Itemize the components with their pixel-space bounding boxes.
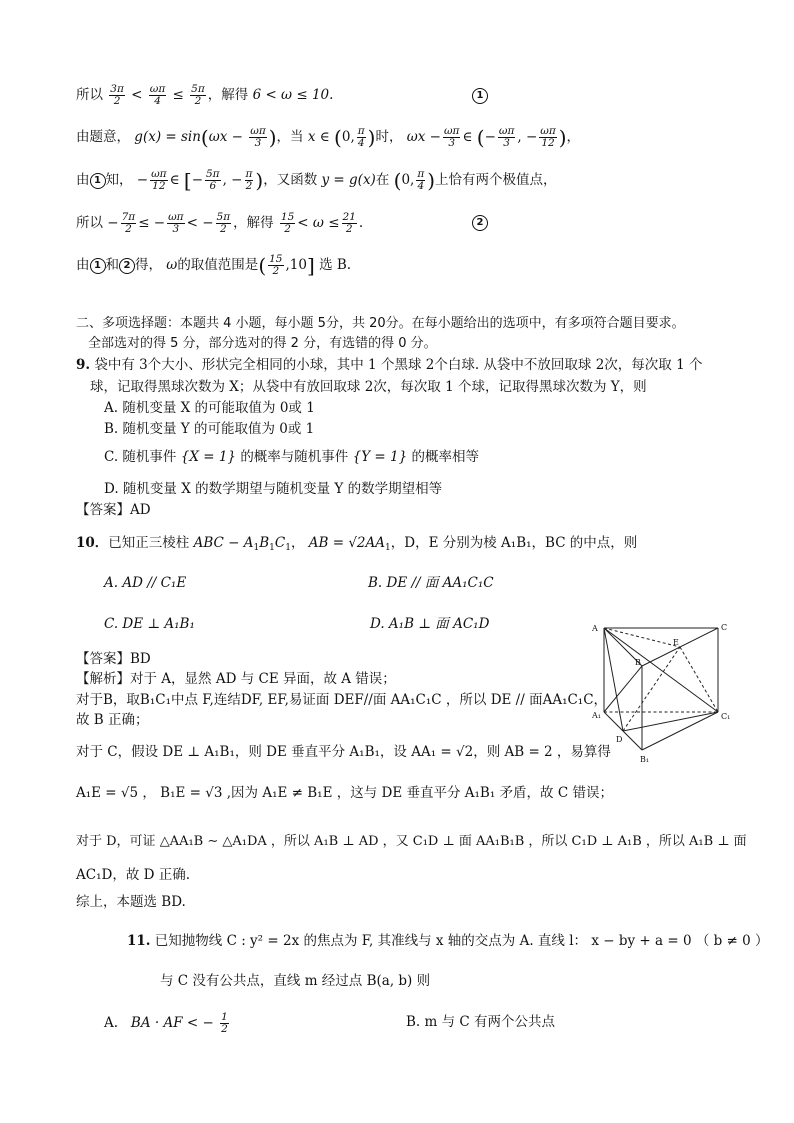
seg-A1B <box>604 666 642 712</box>
prism-figure <box>590 622 750 770</box>
q10-option-c: C. DE ⊥ A₁B₁ <box>104 616 195 632</box>
q10-option-a: A. AD // C₁E <box>104 575 187 591</box>
seg-AE <box>604 628 680 647</box>
q10-stem: 10．已知正三棱柱 ABC − $A_1B_1C_1$， AB = $√2AA_1$，D，E 分别为棱 A₁B₁，BC 的中点，则 <box>76 535 638 553</box>
q10-analysis-8: 综上，本题选 BD. <box>76 894 186 910</box>
q11-stem-2: 与 C 没有公共点，直线 m 经过点 B(a, b) 则 <box>160 973 431 989</box>
q11-option-a: A. BA · AF < − $\frac{1}{2}$ <box>104 1011 228 1035</box>
solution-line-5: 由 1 和 2 得， ω的取值范围是( $\frac{15}{2}$ ,10] 选 B. <box>76 253 352 278</box>
seg-AC1 <box>604 628 718 712</box>
section-heading-line-2: 全部选对的得 5 分，部分选对的得 2 分，有选错的得 0 分。 <box>88 336 437 351</box>
q10-analysis-3: 故 B 正确； <box>76 712 149 728</box>
label-A1: A₁ <box>592 711 601 720</box>
solution-line-1: 所以 $\frac{3\pi}{2}$ < $\frac{\omega\pi}{4}$ ≤ $\frac{5\pi}{2}$ ，解得 6 < ω ≤ 10. <box>76 83 334 107</box>
solution-line-4: 所以 − $\frac{7\pi}{2}$ ≤ − $\frac{\omega\pi}{3}$ < − $\frac{5\pi}{2}$ ，解得 $\frac{15}{2}$ < ω ≤ $\frac{21}{2}$ . <box>76 211 364 235</box>
q9-option-b: B. 随机变量 Y 的可能取值为 0或 1 <box>104 421 315 437</box>
seg-DE <box>623 647 680 731</box>
section-heading-line-1: 二、多项选择题：本题共 4 小题，每小题 5分，共 20分。在每小题给出的选项中，有多项符合题目要求。 <box>76 316 685 331</box>
label-B: B <box>635 658 641 667</box>
q9-option-a: A. 随机变量 X 的可能取值为 0或 1 <box>104 400 315 416</box>
q10-answer: 【答案】BD <box>76 651 151 667</box>
q9-stem-1: 9. 袋中有 3个大小、形状完全相同的小球，其中 1 个黑球 2个白球. 从袋中不放回取球 2次，每次取 1 个 <box>76 357 703 373</box>
label-C1: C₁ <box>721 712 731 721</box>
solution-line-3: 由 1 知， − $\frac{\omega\pi}{12}$ ∈ [− $\frac{5\pi}{6}$ , − $\frac{\pi}{2}$ )，又函数 y = g(x)在 (0, $\frac{\pi}{4}$ )上恰有两个极值点， <box>76 168 557 193</box>
q11-stem-1: 11. 已知抛物线 C : y² = 2x 的焦点为 F, 其准线与 x 轴的交点为 A. 直线 l： x − by + a = 0 （ b ≠ 0 ） <box>127 933 769 949</box>
label-B1: B₁ <box>640 755 650 764</box>
label-C: C <box>721 623 728 632</box>
q10-analysis-7: AC₁D，故 D 正确. <box>76 867 191 883</box>
q10-analysis-4: 对于 C，假设 DE ⊥ A₁B₁，则 DE 垂直平分 A₁B₁，设 AA₁ = √2，则 AB = 2 ，易算得 <box>76 744 611 760</box>
seg-EC1 <box>680 647 718 712</box>
q9-option-c: C. 随机事件 {X = 1} 的概率与随机事件 {Y = 1} 的概率相等 <box>104 449 479 465</box>
edge-B1C1 <box>642 712 718 750</box>
q9-option-d: D. 随机变量 X 的数学期望与随机变量 Y 的数学期望相等 <box>104 481 443 497</box>
q10-analysis-6: 对于 D，可证 △AA₁B ∼ △A₁DA ，所以 A₁B ⊥ AD ，又 C₁D ⊥ 面 AA₁B₁B ，所以 C₁D ⊥ A₁B ，所以 A₁B ⊥ 面 <box>76 834 747 849</box>
marker-2: 2 <box>472 213 488 231</box>
label-A: A <box>592 624 598 633</box>
label-D: D <box>616 735 623 744</box>
q10-analysis-1: 【解析】对于 A，显然 AD 与 CE 异面，故 A 错误； <box>76 671 396 687</box>
solution-line-2: 由题意， g(x) = sin(ωx − $\frac{\omega\pi}{3}$ )，当 x ∈ (0, $\frac{\pi}{4}$ )时， ωx − $\frac{\omega\pi}{3}$ ∈ (− $\frac{\omega\pi}{3}$ , − $\frac{\omega\pi}{12}$ )， <box>76 125 581 150</box>
q11-option-b: B. m 与 C 有两个公共点 <box>406 1014 556 1030</box>
marker-1: 1 <box>472 86 488 104</box>
label-E: E <box>673 638 679 647</box>
q10-analysis-2: 对于B，取B₁C₁中点 F,连结DF, EF,易证面 DEF//面 AA₁C₁C ，所以 DE // 面AA₁C₁C， <box>76 692 608 708</box>
q9-answer: 【答案】AD <box>76 502 151 518</box>
seg-DC1 <box>623 712 718 731</box>
q9-stem-2: 球，记取得黑球次数为 X；从袋中有放回取球 2次，每次取 1 个球，记取得黑球次数为 Y，则 <box>90 379 647 395</box>
q10-option-d: D. A₁B ⊥ 面 AC₁D <box>370 616 490 632</box>
q10-option-b: B. DE // 面 AA₁C₁C <box>368 575 494 591</box>
q10-analysis-5: A₁E = √5 ， B₁E = √3 ,因为 A₁E ≠ B₁E ，这与 DE 垂直平分 A₁B₁ 矛盾，故 C 错误； <box>76 785 613 801</box>
